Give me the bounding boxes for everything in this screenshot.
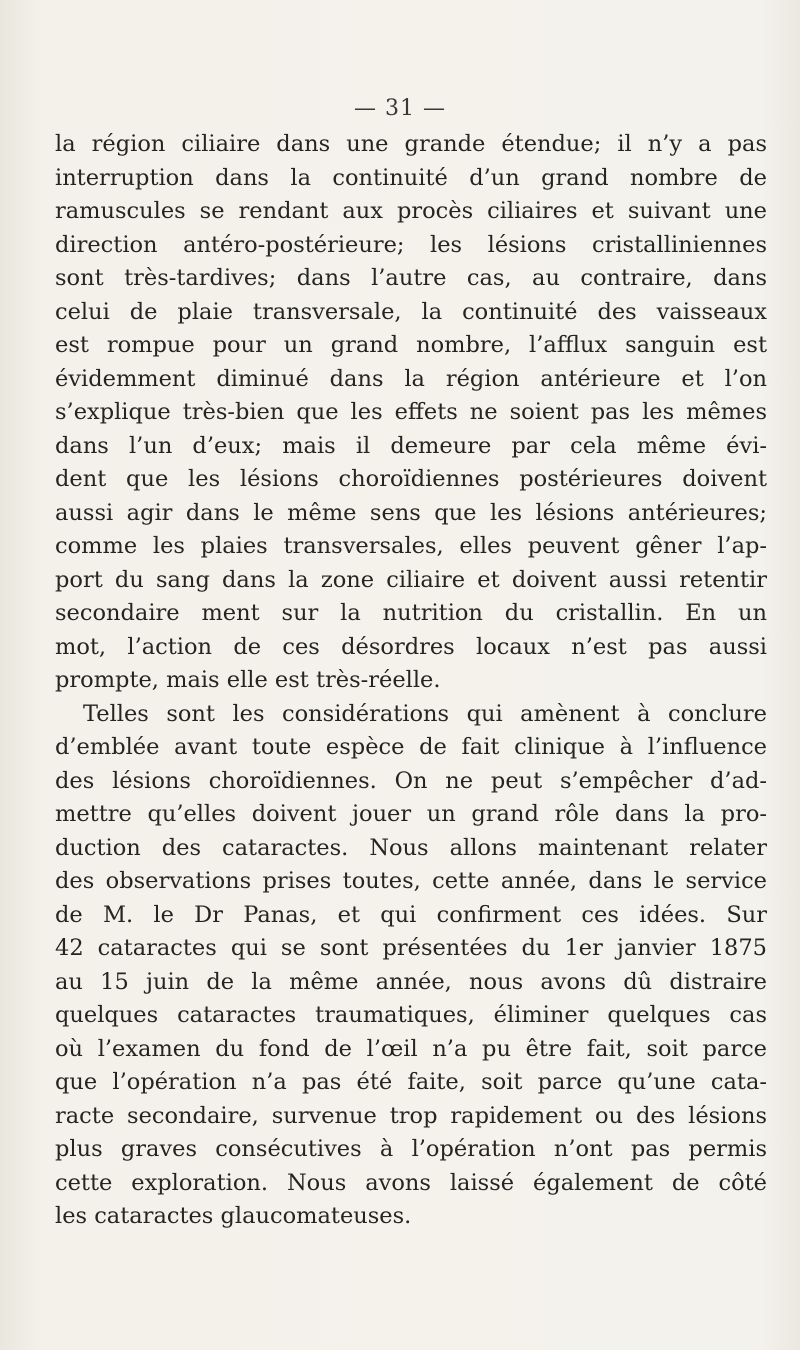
text-line: interruption dans la continuité d’un grand nombre de <box>55 164 767 191</box>
text-line: comme les plaies transversales, elles peuvent gêner l’ap- <box>55 533 767 559</box>
paragraph-end-line: les cataractes glaucomateuses. <box>55 1203 412 1229</box>
text-line: dent que les lésions choroïdiennes postérieures doivent <box>55 466 767 492</box>
text-line: d’emblée avant toute espèce de fait clinique à l’influence <box>55 734 767 760</box>
text-line: ramuscules se rendant aux procès ciliaires et suivant une <box>55 198 767 224</box>
text-line: mot, l’action de ces désordres locaux n’est pas aussi <box>55 633 767 660</box>
text-line: aussi agir dans le même sens que les lésions antérieures; <box>55 499 767 526</box>
text-line: la région ciliaire dans une grande étendue; il n’y a pas <box>55 131 767 157</box>
text-line: 42 cataractes qui se sont présentées du 1er janvier 1875 <box>55 935 767 961</box>
text-line: s’explique très-bien que les effets ne soient pas les mêmes <box>55 399 767 425</box>
paragraph-start-line: Telles sont les considérations qui amènent à conclure <box>83 700 767 727</box>
text-line: des observations prises toutes, cette année, dans le service <box>55 868 767 894</box>
text-line: dans l’un d’eux; mais il demeure par cela même évi- <box>55 432 767 459</box>
text-line: plus graves consécutives à l’opération n’ont pas permis <box>55 1136 767 1162</box>
text-line: direction antéro-postérieure; les lésions cristalliniennes <box>55 231 767 258</box>
text-line: au 15 juin de la même année, nous avons dû distraire <box>55 968 767 995</box>
text-line: port du sang dans la zone ciliaire et doivent aussi retentir <box>55 566 767 593</box>
text-line: de M. le Dr Panas, et qui confirment ces idées. Sur <box>55 901 767 928</box>
text-line: est rompue pour un grand nombre, l’afflux sanguin est <box>55 332 767 358</box>
text-line: évidemment diminué dans la région antérieure et l’on <box>55 365 767 392</box>
text-line: des lésions choroïdiennes. On ne peut s’empêcher d’ad- <box>55 767 767 794</box>
text-line: quelques cataractes traumatiques, éliminer quelques cas <box>55 1002 767 1028</box>
paragraph-end-line: prompte, mais elle est très-réelle. <box>55 667 441 693</box>
page-number: — 31 — <box>354 96 446 121</box>
text-line: sont très-tardives; dans l’autre cas, au contraire, dans <box>55 265 767 291</box>
text-line: mettre qu’elles doivent jouer un grand rôle dans la pro- <box>55 801 767 827</box>
text-line: racte secondaire, survenue trop rapidement ou des lésions <box>55 1102 767 1129</box>
text-line: celui de plaie transversale, la continuité des vaisseaux <box>55 298 767 325</box>
text-line: où l’examen du fond de l’œil n’a pu être fait, soit parce <box>55 1035 767 1062</box>
body-text <box>55 128 767 1234</box>
text-line: cette exploration. Nous avons laissé également de côté <box>55 1169 767 1196</box>
text-line: secondaire ment sur la nutrition du cristallin. En un <box>55 600 767 626</box>
text-line: que l’opération n’a pas été faite, soit parce qu’une cata- <box>55 1069 767 1095</box>
text-line: duction des cataractes. Nous allons maintenant relater <box>55 834 767 861</box>
